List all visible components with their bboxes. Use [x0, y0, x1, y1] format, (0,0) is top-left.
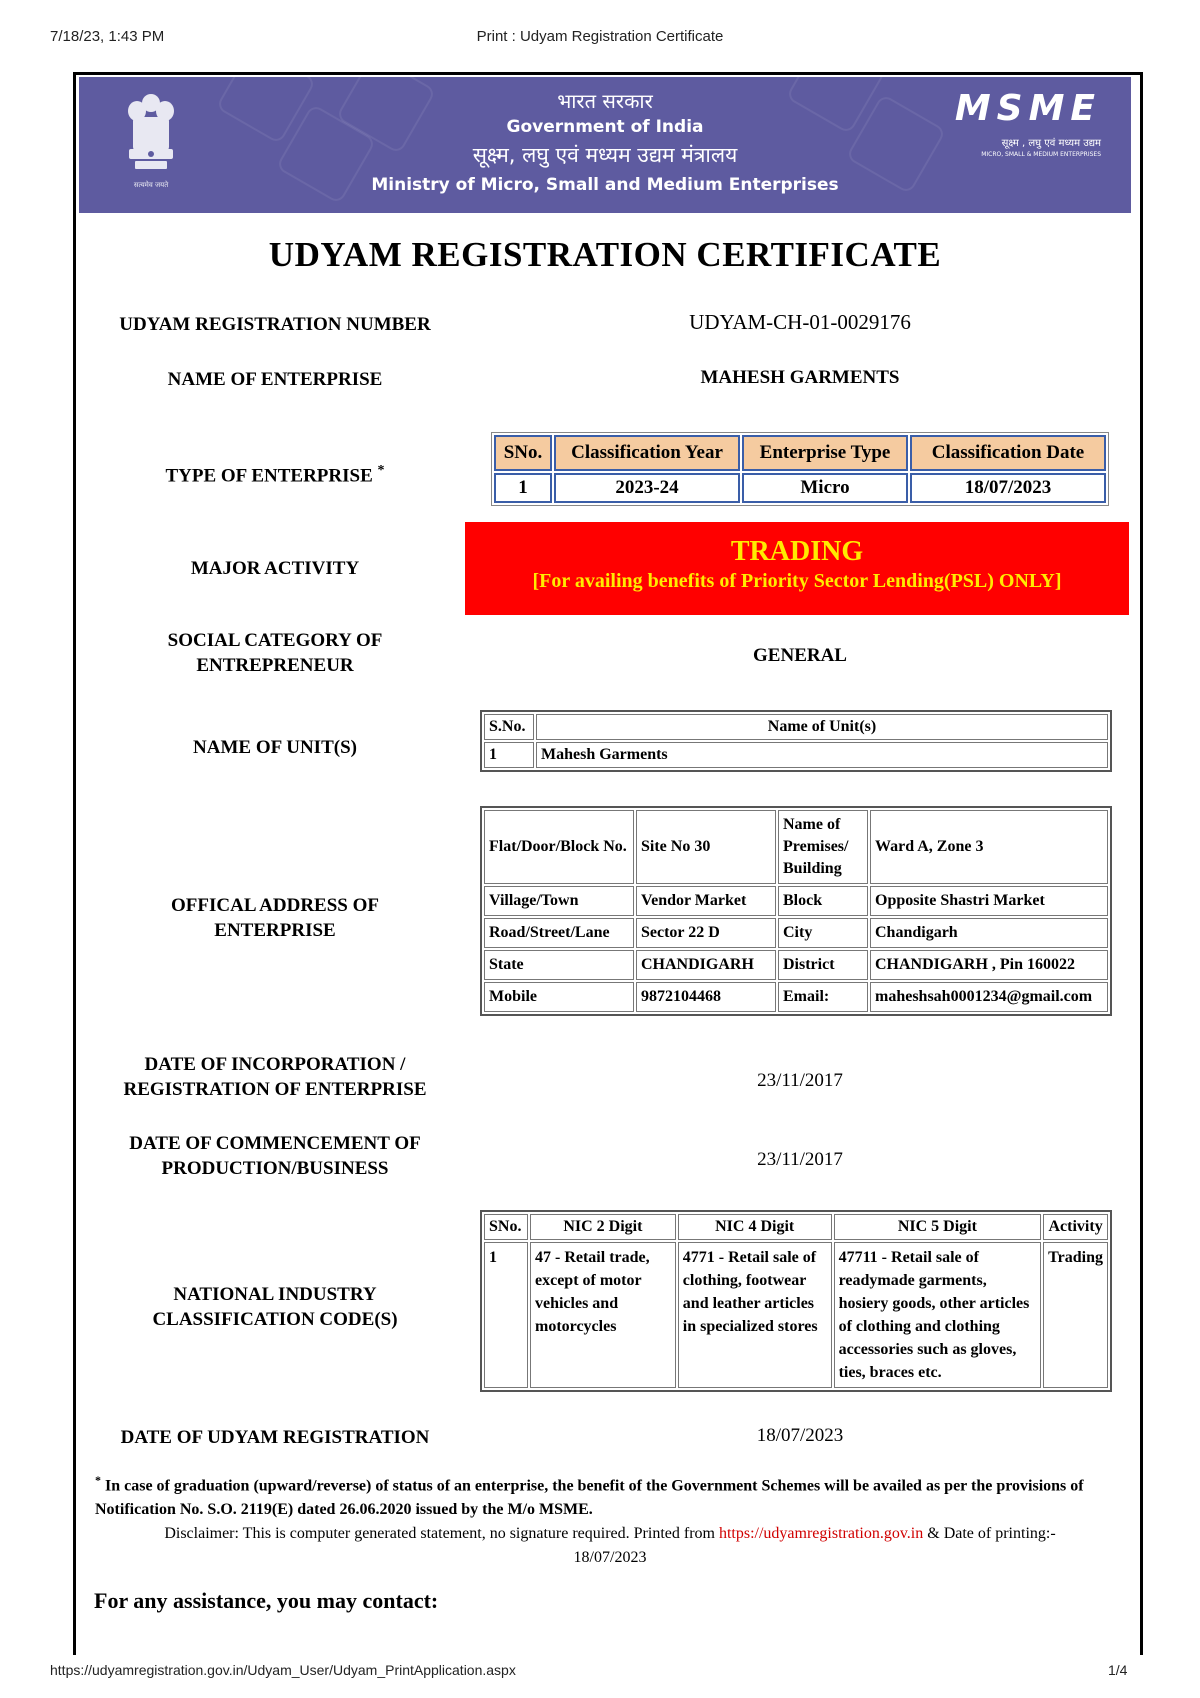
incorporation-label: DATE OF INCORPORATION / REGISTRATION OF ENTERPRISE	[123, 1054, 427, 1100]
units-header-sno: S.No.	[484, 714, 534, 740]
village-value: Vendor Market	[636, 886, 776, 916]
village-label: Village/Town	[484, 886, 634, 916]
social-category-label: SOCIAL CATEGORY OF ENTREPRENEUR	[167, 630, 383, 676]
type-header-sno: SNo.	[494, 435, 552, 471]
graduation-note: * In case of graduation (upward/reverse) of status of an enterprise, the benefit of the Government Schemes will be availed as per the provisions of Notification No. S.O. 2119(E) dated 26.06.2020 issued by the M/o MSME.	[95, 1473, 1084, 1519]
banner-hindi-ministry: सूक्ष्म, लघु एवं मध्यम उद्यम मंत्रालय	[472, 143, 738, 167]
nic-header-2digit: NIC 2 Digit	[530, 1214, 676, 1240]
table-row	[484, 918, 1108, 948]
flat-label: Flat/Door/Block No.	[484, 810, 634, 884]
msme-logo-english: MICRO, SMALL & MEDIUM ENTERPRISES	[981, 151, 1101, 158]
premises-label: Name of Premises/ Building	[778, 810, 868, 884]
units-header-name: Name of Unit(s)	[536, 714, 1108, 740]
udyam-portal-link[interactable]: https://udyamregistration.gov.in	[718, 1525, 924, 1542]
table-row	[484, 886, 1108, 916]
udyam-date-label: DATE OF UDYAM REGISTRATION	[120, 1427, 430, 1448]
print-footer-page: 1/4	[1108, 1662, 1128, 1678]
commencement-value: 23/11/2017	[757, 1149, 843, 1170]
enterprise-name-label: NAME OF ENTERPRISE	[167, 369, 383, 390]
table-row	[484, 982, 1108, 1012]
units-label: NAME OF UNIT(S)	[193, 737, 357, 758]
road-label: Road/Street/Lane	[484, 918, 634, 948]
block-label: Block	[778, 886, 868, 916]
address-label: OFFICAL ADDRESS OF ENTERPRISE	[171, 895, 379, 941]
state-value: CHANDIGARH	[636, 950, 776, 980]
enterprise-type-table	[491, 432, 1109, 506]
table-row	[484, 950, 1108, 980]
mobile-label: Mobile	[484, 982, 634, 1012]
email-label: Email:	[778, 982, 868, 1012]
certificate-title: UDYAM REGISTRATION CERTIFICATE	[268, 235, 942, 274]
enterprise-name-value: MAHESH GARMENTS	[700, 367, 900, 388]
banner-english-govt: Government of India	[506, 117, 704, 137]
nic-header-activity: Activity	[1043, 1214, 1108, 1240]
type-header-year: Classification Year	[554, 435, 740, 471]
activity-label: MAJOR ACTIVITY	[190, 558, 360, 579]
govt-banner	[79, 77, 1131, 213]
activity-note: [For availing benefits of Priority Sector Lending(PSL) ONLY]	[532, 570, 1062, 592]
type-label	[85, 458, 465, 488]
print-page-title: Print : Udyam Registration Certificate	[476, 28, 724, 45]
type-label-text: TYPE OF ENTERPRISE	[165, 465, 373, 487]
disclaimer: Disclaimer: This is computer generated statement, no signature required. Printed from https://udyamregistration.gov.in & Date of printing:- 18/07/2023	[164, 1525, 1056, 1566]
social-category-value: GENERAL	[753, 645, 847, 666]
banner-english-ministry: Ministry of Micro, Small and Medium Enterprises	[371, 175, 839, 195]
mobile-value: 9872104468	[636, 982, 776, 1012]
reg-number-value: UDYAM-CH-01-0029176	[689, 310, 911, 334]
table-row: 1 Mahesh Garments	[484, 742, 1108, 768]
activity-value: TRADING	[730, 536, 864, 567]
nic-header-sno: SNo.	[484, 1214, 528, 1240]
block-value: Opposite Shastri Market	[870, 886, 1108, 916]
assistance-heading: For any assistance, you may contact:	[94, 1588, 439, 1613]
msme-logo	[931, 89, 1101, 169]
print-footer-url: https://udyamregistration.gov.in/Udyam_User/Udyam_PrintApplication.aspx	[50, 1662, 516, 1678]
type-header-type: Enterprise Type	[742, 435, 908, 471]
table-row: 1 2023-24 Micro 18/07/2023	[494, 473, 1106, 503]
state-label: State	[484, 950, 634, 980]
nic-label: NATIONAL INDUSTRY CLASSIFICATION CODE(S)	[152, 1284, 398, 1330]
district-value: CHANDIGARH , Pin 160022	[870, 950, 1108, 980]
type-asterisk: *	[377, 463, 385, 478]
type-header-date: Classification Date	[910, 435, 1106, 471]
nic-table	[480, 1210, 1112, 1392]
commencement-label: DATE OF COMMENCEMENT OF PRODUCTION/BUSINESS	[129, 1133, 421, 1179]
udyam-date-value: 18/07/2023	[756, 1425, 844, 1446]
table-row: 1 47 - Retail trade, except of motor vehicles and motorcycles 4771 - Retail sale of clothing, footwear and leather articles in specialized stores 47711 - Retail sale of readymade garments, hosiery goods, other articles of clothing and clothing accessories such as gloves, ties, braces etc. Trading	[484, 1242, 1108, 1388]
msme-logo-hindi: सूक्ष्म , लघु एवं मध्यम उद्यम	[1001, 138, 1101, 149]
banner-hindi-govt: भारत सरकार	[557, 89, 653, 113]
print-datetime: 7/18/23, 1:43 PM	[50, 28, 165, 45]
city-label: City	[778, 918, 868, 948]
nic-header-4digit: NIC 4 Digit	[678, 1214, 832, 1240]
email-value: maheshsah0001234@gmail.com	[870, 982, 1108, 1012]
units-table	[480, 710, 1112, 772]
reg-number-label: UDYAM REGISTRATION NUMBER	[119, 314, 431, 335]
emblem-motto: सत्यमेव जयते	[133, 181, 169, 189]
city-value: Chandigarh	[870, 918, 1108, 948]
msme-logo-text: MSME	[954, 88, 1101, 129]
road-value: Sector 22 D	[636, 918, 776, 948]
flat-value: Site No 30	[636, 810, 776, 884]
major-activity-box	[465, 522, 1129, 615]
nic-header-5digit: NIC 5 Digit	[834, 1214, 1042, 1240]
table-row	[484, 810, 1108, 884]
premises-value: Ward A, Zone 3	[870, 810, 1108, 884]
district-label: District	[778, 950, 868, 980]
address-table	[480, 806, 1112, 1016]
incorporation-value: 23/11/2017	[757, 1070, 843, 1091]
